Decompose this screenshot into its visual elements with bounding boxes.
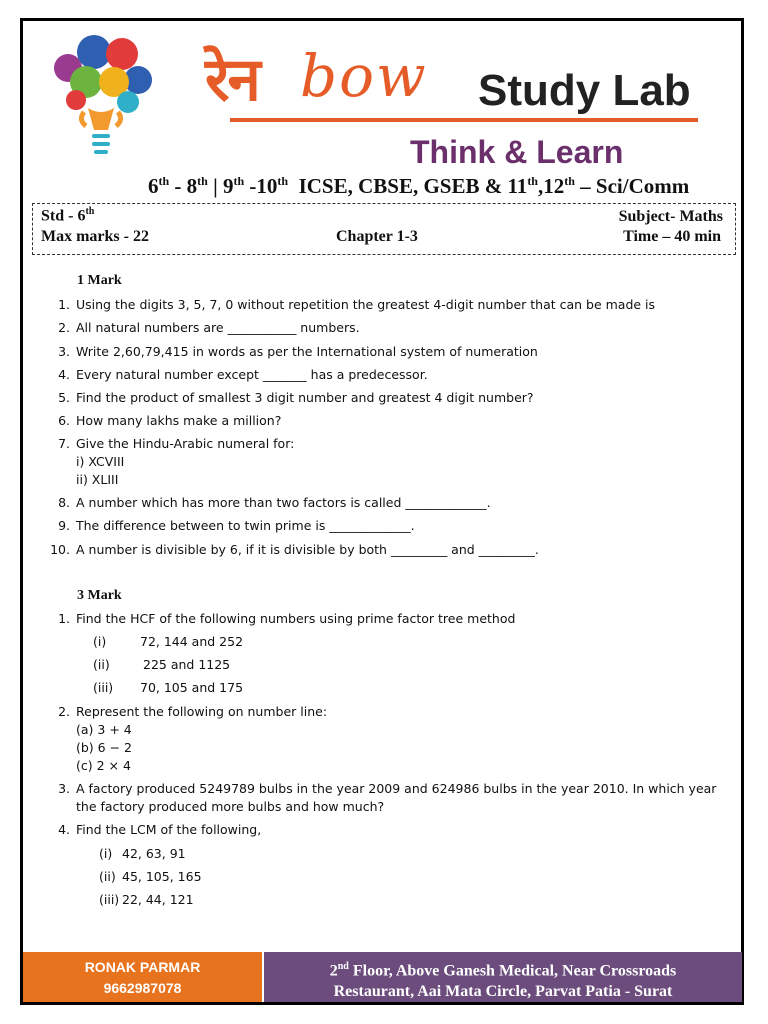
- footer-address: [264, 952, 742, 1002]
- brand-name-devanagari: रेन: [205, 45, 259, 115]
- brand-name-bow: bow: [300, 42, 428, 110]
- sub-item-value: 70, 105 and 175: [140, 680, 244, 695]
- section-heading-1-mark: 1 Mark: [77, 273, 122, 288]
- sub-item-label: (i): [93, 634, 107, 649]
- teacher-phone: 9662987078: [103, 980, 182, 996]
- sub-item: (c) 2 × 4: [76, 758, 131, 773]
- sub-item: (b) 6 − 2: [76, 740, 132, 755]
- classes-line: 6th - 8th | 9th -10th ICSE, CBSE, GSEB & 11th,12th – Sci/Comm: [148, 174, 690, 198]
- sub-item-value: 225 and 1125: [143, 657, 231, 672]
- subject-label: Subject- Maths: [618, 208, 723, 225]
- sub-item-label: (ii): [99, 869, 116, 884]
- sub-item-label: (iii): [93, 680, 114, 695]
- sub-item-label: (ii): [93, 657, 110, 672]
- exam-info-box: [32, 203, 736, 255]
- sub-item-label: (iii): [99, 892, 120, 907]
- chapter-label: Chapter 1-3: [336, 228, 418, 245]
- time-label: Time – 40 min: [623, 228, 721, 245]
- footer-contact: [23, 952, 262, 1002]
- max-marks-label: Max marks - 22: [41, 228, 149, 245]
- brand-tagline: Think & Learn: [410, 134, 624, 170]
- question-continuation: the factory produced more bulbs and how much?: [76, 799, 385, 814]
- sub-item-value: 22, 44, 121: [122, 892, 194, 907]
- teacher-name: RONAK PARMAR: [84, 959, 201, 975]
- section-heading-3-mark: 3 Mark: [77, 588, 122, 603]
- lightbulb-logo-icon: [46, 30, 156, 170]
- sub-item-value: 72, 144 and 252: [140, 634, 244, 649]
- brand-name-study-lab: Study Lab: [478, 66, 691, 115]
- brand-underline: [230, 118, 698, 122]
- sub-item: i) XCVIII: [76, 454, 125, 469]
- address-line-2: Restaurant, Aai Mata Circle, Parvat Patia - Surat: [333, 983, 673, 1001]
- sub-item-value: 45, 105, 165: [122, 869, 202, 884]
- sub-item: (a) 3 + 4: [76, 722, 132, 737]
- sub-item-label: (i): [99, 846, 113, 861]
- sub-item-value: 42, 63, 91: [122, 846, 186, 861]
- address-line-1: 2nd Floor, Above Ganesh Medical, Near Crossroads: [329, 961, 677, 980]
- std-label: Std - 6th: [41, 206, 95, 225]
- sub-item: ii) XLIII: [76, 472, 119, 487]
